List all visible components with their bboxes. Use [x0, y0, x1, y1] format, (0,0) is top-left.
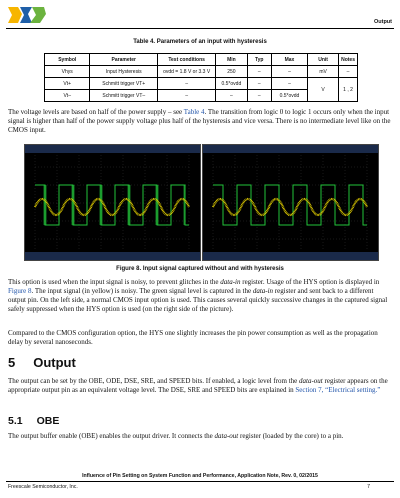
col-min: Min	[216, 54, 247, 66]
table-cell: 250	[216, 66, 247, 78]
section-title: OBE	[36, 415, 60, 427]
text: The voltage levels are based on half of the power supply – see	[8, 108, 184, 116]
text-italic: data-out	[299, 377, 323, 385]
table-cell: V	[308, 78, 339, 102]
table-cell: –	[158, 90, 216, 102]
paragraph-obe	[8, 432, 392, 441]
section-title: Output	[33, 355, 76, 370]
table-row	[45, 78, 358, 90]
table-cell: Vt+	[45, 78, 90, 90]
text: register and sent back to a different output pin. On the left side, a normal CMOS input option is used. This causes several quickly successive changes in the captured signal safely suppressed when the HYS option is used (on the right side of the picture).	[8, 287, 388, 313]
col-max: Max	[271, 54, 307, 66]
text: The output buffer enable (OBE) enables the output driver. It connects the	[8, 432, 215, 440]
table-cell: Input Hysteresis	[90, 66, 158, 78]
paragraph-output-bits	[8, 377, 392, 395]
text-italic: data-in	[252, 287, 274, 295]
table-cell: –	[339, 66, 358, 78]
table-cell: Vhys	[45, 66, 90, 78]
table-cell: 0.5*ovdd	[271, 90, 307, 102]
table-cell: –	[271, 66, 307, 78]
table-cell: ovdd = 1.8 V or 3.3 V	[158, 66, 216, 78]
footer-rule	[6, 481, 394, 482]
text: . The transition from logic 0 to logic 1 occurs only when the input signal is higher than half of the power supply voltage plus half of the hysteresis and vice versa. There is no intermediate level like on the CMOS input.	[8, 108, 391, 134]
table-cell: Schmitt trigger VT–	[90, 90, 158, 102]
table-cell: mV	[308, 66, 339, 78]
footer-document-title: Influence of Pin Setting on System Function and Performance, Application Note, Rev. 0, 02/2015	[82, 473, 318, 479]
paragraph-hys-usage	[8, 278, 392, 314]
table-cell: 1 , 2	[339, 78, 358, 102]
section-7-link[interactable]: Section 7, “Electrical setting.”	[295, 386, 381, 394]
text-italic: data-in	[220, 278, 241, 286]
table-cell: –	[247, 90, 271, 102]
table-cell: –	[247, 78, 271, 90]
parameters-table	[44, 53, 358, 102]
col-parameter: Parameter	[90, 54, 158, 66]
col-typ: Typ	[247, 54, 271, 66]
table-cell: –	[247, 66, 271, 78]
figure-caption: Figure 8. Input signal captured without and with hysteresis	[116, 266, 284, 272]
table-cell: –	[216, 90, 247, 102]
table-header-row	[45, 54, 358, 66]
scope-capture-without-hysteresis	[24, 144, 201, 261]
text: register (loaded by the core) to a pin.	[238, 432, 344, 440]
section-number: 5	[8, 355, 16, 370]
col-test-conditions: Test conditions	[158, 54, 216, 66]
table-cell: 0.5*ovdd	[216, 78, 247, 90]
text: The output can be set by the OBE, ODE, DSE, SRE, and SPEED bits. If enabled, a logic level from the	[8, 377, 300, 385]
paragraph-cmos-comparison: Compared to the CMOS configuration option, the HYS one slightly increases the pin power consumption as well as the propagation delay by several nanoseconds.	[8, 329, 378, 346]
scope-plot-right	[203, 145, 378, 260]
nxp-logo	[6, 4, 48, 26]
col-symbol: Symbol	[45, 54, 90, 66]
section-5-heading	[8, 355, 94, 370]
scope-plot-left	[25, 145, 200, 260]
table-cell: –	[271, 78, 307, 90]
section-number: 5.1	[8, 415, 23, 427]
table-cell: –	[158, 78, 216, 90]
table-caption: Table 4. Parameters of an input with hysteresis	[133, 39, 267, 45]
col-notes: Notes	[339, 54, 358, 66]
figure-8-link[interactable]: Figure 8	[8, 287, 32, 295]
scope-capture-with-hysteresis	[202, 144, 379, 261]
paragraph-voltage-levels	[8, 108, 392, 135]
col-unit: Unit	[308, 54, 339, 66]
text: . The input signal (in yellow) is noisy. The green signal level is captured in the	[31, 287, 253, 295]
section-5-1-heading	[8, 415, 73, 427]
page-number: 7	[367, 484, 370, 490]
text-italic: data-out	[214, 432, 239, 440]
footer-company: Freescale Semiconductor, Inc.	[8, 484, 78, 490]
header-rule	[6, 28, 394, 29]
table-cell: Vt–	[45, 90, 90, 102]
text: register appears on the appropriate output pin as an equivalent voltage level. The DSE, SRE and SPEED bits are explained in	[8, 377, 388, 394]
text: register. Usage of the HYS option is displayed in	[240, 278, 380, 286]
header-section-title: Output	[373, 19, 392, 25]
table-4-link[interactable]: Table 4	[183, 108, 205, 116]
table-cell: Schmitt trigger VT+	[90, 78, 158, 90]
text: This option is used when the input signal is noisy, to prevent glitches in the	[8, 278, 221, 286]
table-row	[45, 66, 358, 78]
